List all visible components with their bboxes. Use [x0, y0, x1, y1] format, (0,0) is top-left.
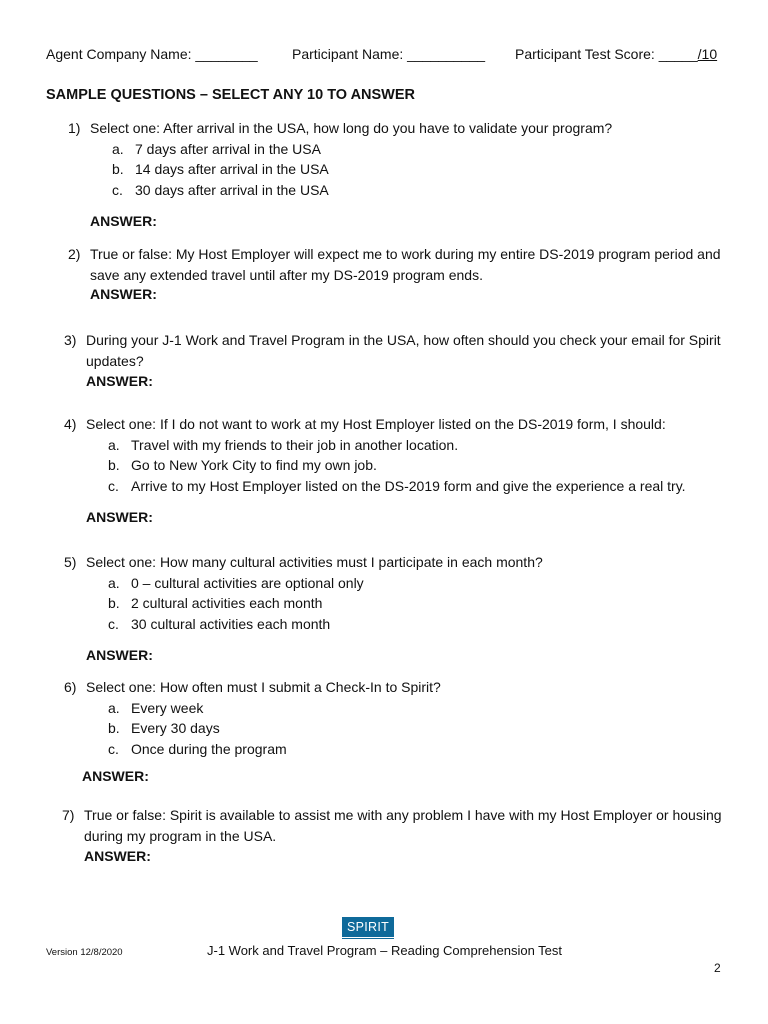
question-stem: Select one: If I do not want to work at my Host Employer listed on the DS-2019 form, I should:: [86, 416, 666, 432]
footer-title: J-1 Work and Travel Program – Reading Comprehension Test: [207, 943, 563, 958]
option-item: [108, 739, 734, 760]
participant-test-score-field: [515, 46, 717, 62]
answer-label: ANSWER:: [86, 647, 153, 663]
option-item: [108, 573, 734, 594]
option-text: Every 30 days: [131, 720, 220, 736]
question-number: 4): [64, 416, 77, 432]
page-number: 2: [714, 961, 721, 975]
option-letter: c.: [108, 615, 119, 632]
answer-label: ANSWER:: [84, 848, 151, 864]
agent-company-name-field: Agent Company Name: ________: [46, 46, 258, 62]
option-item: [108, 435, 734, 456]
option-text: Once during the program: [131, 740, 287, 757]
option-item: [108, 698, 734, 719]
question-stem: True or false: Spirit is available to assist me with any problem I have with my Host Employer or housing during my program in the USA.: [84, 807, 722, 844]
question-stem: Select one: How many cultural activities must I participate in each month?: [86, 554, 543, 570]
option-letter: c.: [108, 740, 119, 757]
option-letter: b.: [108, 720, 120, 736]
score-denominator: /10: [697, 46, 718, 62]
option-item: [112, 180, 738, 201]
option-letter: b.: [108, 457, 120, 473]
question-2: [68, 244, 738, 285]
option-letter: a.: [108, 699, 120, 716]
question-number: 5): [64, 554, 77, 570]
question-stem: True or false: My Host Employer will expect me to work during my entire DS-2019 program period and save any extended travel until after my DS-2019 program ends.: [90, 246, 721, 283]
option-text: 30 cultural activities each month: [131, 615, 331, 632]
question-stem: During your J-1 Work and Travel Program in the USA, how often should you check your email for Spirit updates?: [86, 332, 721, 369]
version-label: Version 12/8/2020: [46, 947, 123, 958]
option-letter: b.: [112, 161, 124, 177]
question-stem: Select one: After arrival in the USA, how long do you have to validate your program?: [90, 120, 613, 136]
page-title: SAMPLE QUESTIONS – SELECT ANY 10 TO ANSWER: [46, 87, 416, 103]
spirit-logo: [342, 917, 394, 943]
option-item: [112, 159, 738, 180]
question-number: 2): [68, 246, 81, 262]
score-label: Participant Test Score: _____: [515, 46, 698, 62]
participant-name-field: Participant Name: __________: [292, 46, 486, 62]
option-text: Go to New York City to find my own job.: [131, 457, 377, 473]
answer-label: ANSWER:: [86, 373, 153, 389]
question-7: [62, 805, 732, 846]
option-letter: a.: [108, 574, 120, 591]
option-item: [108, 476, 734, 497]
option-text: Arrive to my Host Employer listed on the DS-2019 form and give the experience a real try.: [131, 477, 686, 494]
question-5: [64, 552, 734, 634]
question-number: 6): [64, 679, 77, 695]
question-1: [68, 118, 738, 200]
logo-text: SPIRIT: [342, 917, 394, 937]
option-item: [108, 718, 734, 739]
option-text: 0 – cultural activities are optional only: [131, 574, 364, 591]
document-header: [46, 46, 722, 68]
option-text: 14 days after arrival in the USA: [135, 161, 329, 177]
question-4: [64, 414, 734, 496]
option-text: 2 cultural activities each month: [131, 595, 323, 611]
answer-label: ANSWER:: [90, 213, 157, 229]
option-list: [86, 698, 734, 760]
option-text: 7 days after arrival in the USA: [135, 140, 321, 157]
option-list: [86, 435, 734, 497]
question-number: 1): [68, 120, 81, 136]
question-stem: Select one: How often must I submit a Check-In to Spirit?: [86, 679, 441, 695]
question-number: 7): [62, 807, 75, 823]
option-text: Travel with my friends to their job in another location.: [131, 436, 459, 453]
option-letter: c.: [112, 181, 123, 198]
question-number: 3): [64, 332, 77, 348]
option-letter: c.: [108, 477, 119, 494]
option-text: 30 days after arrival in the USA: [135, 181, 329, 198]
option-list: [86, 573, 734, 635]
option-letter: b.: [108, 595, 120, 611]
option-item: [108, 614, 734, 635]
option-item: [108, 593, 734, 614]
answer-label: ANSWER:: [82, 768, 149, 784]
option-letter: a.: [112, 140, 124, 157]
answer-label: ANSWER:: [86, 509, 153, 525]
option-item: [112, 139, 738, 160]
option-item: [108, 455, 734, 476]
option-list: [90, 139, 738, 201]
question-3: [64, 330, 734, 371]
question-6: [64, 677, 734, 759]
option-letter: a.: [108, 436, 120, 453]
answer-label: ANSWER:: [90, 286, 157, 302]
option-text: Every week: [131, 699, 204, 716]
